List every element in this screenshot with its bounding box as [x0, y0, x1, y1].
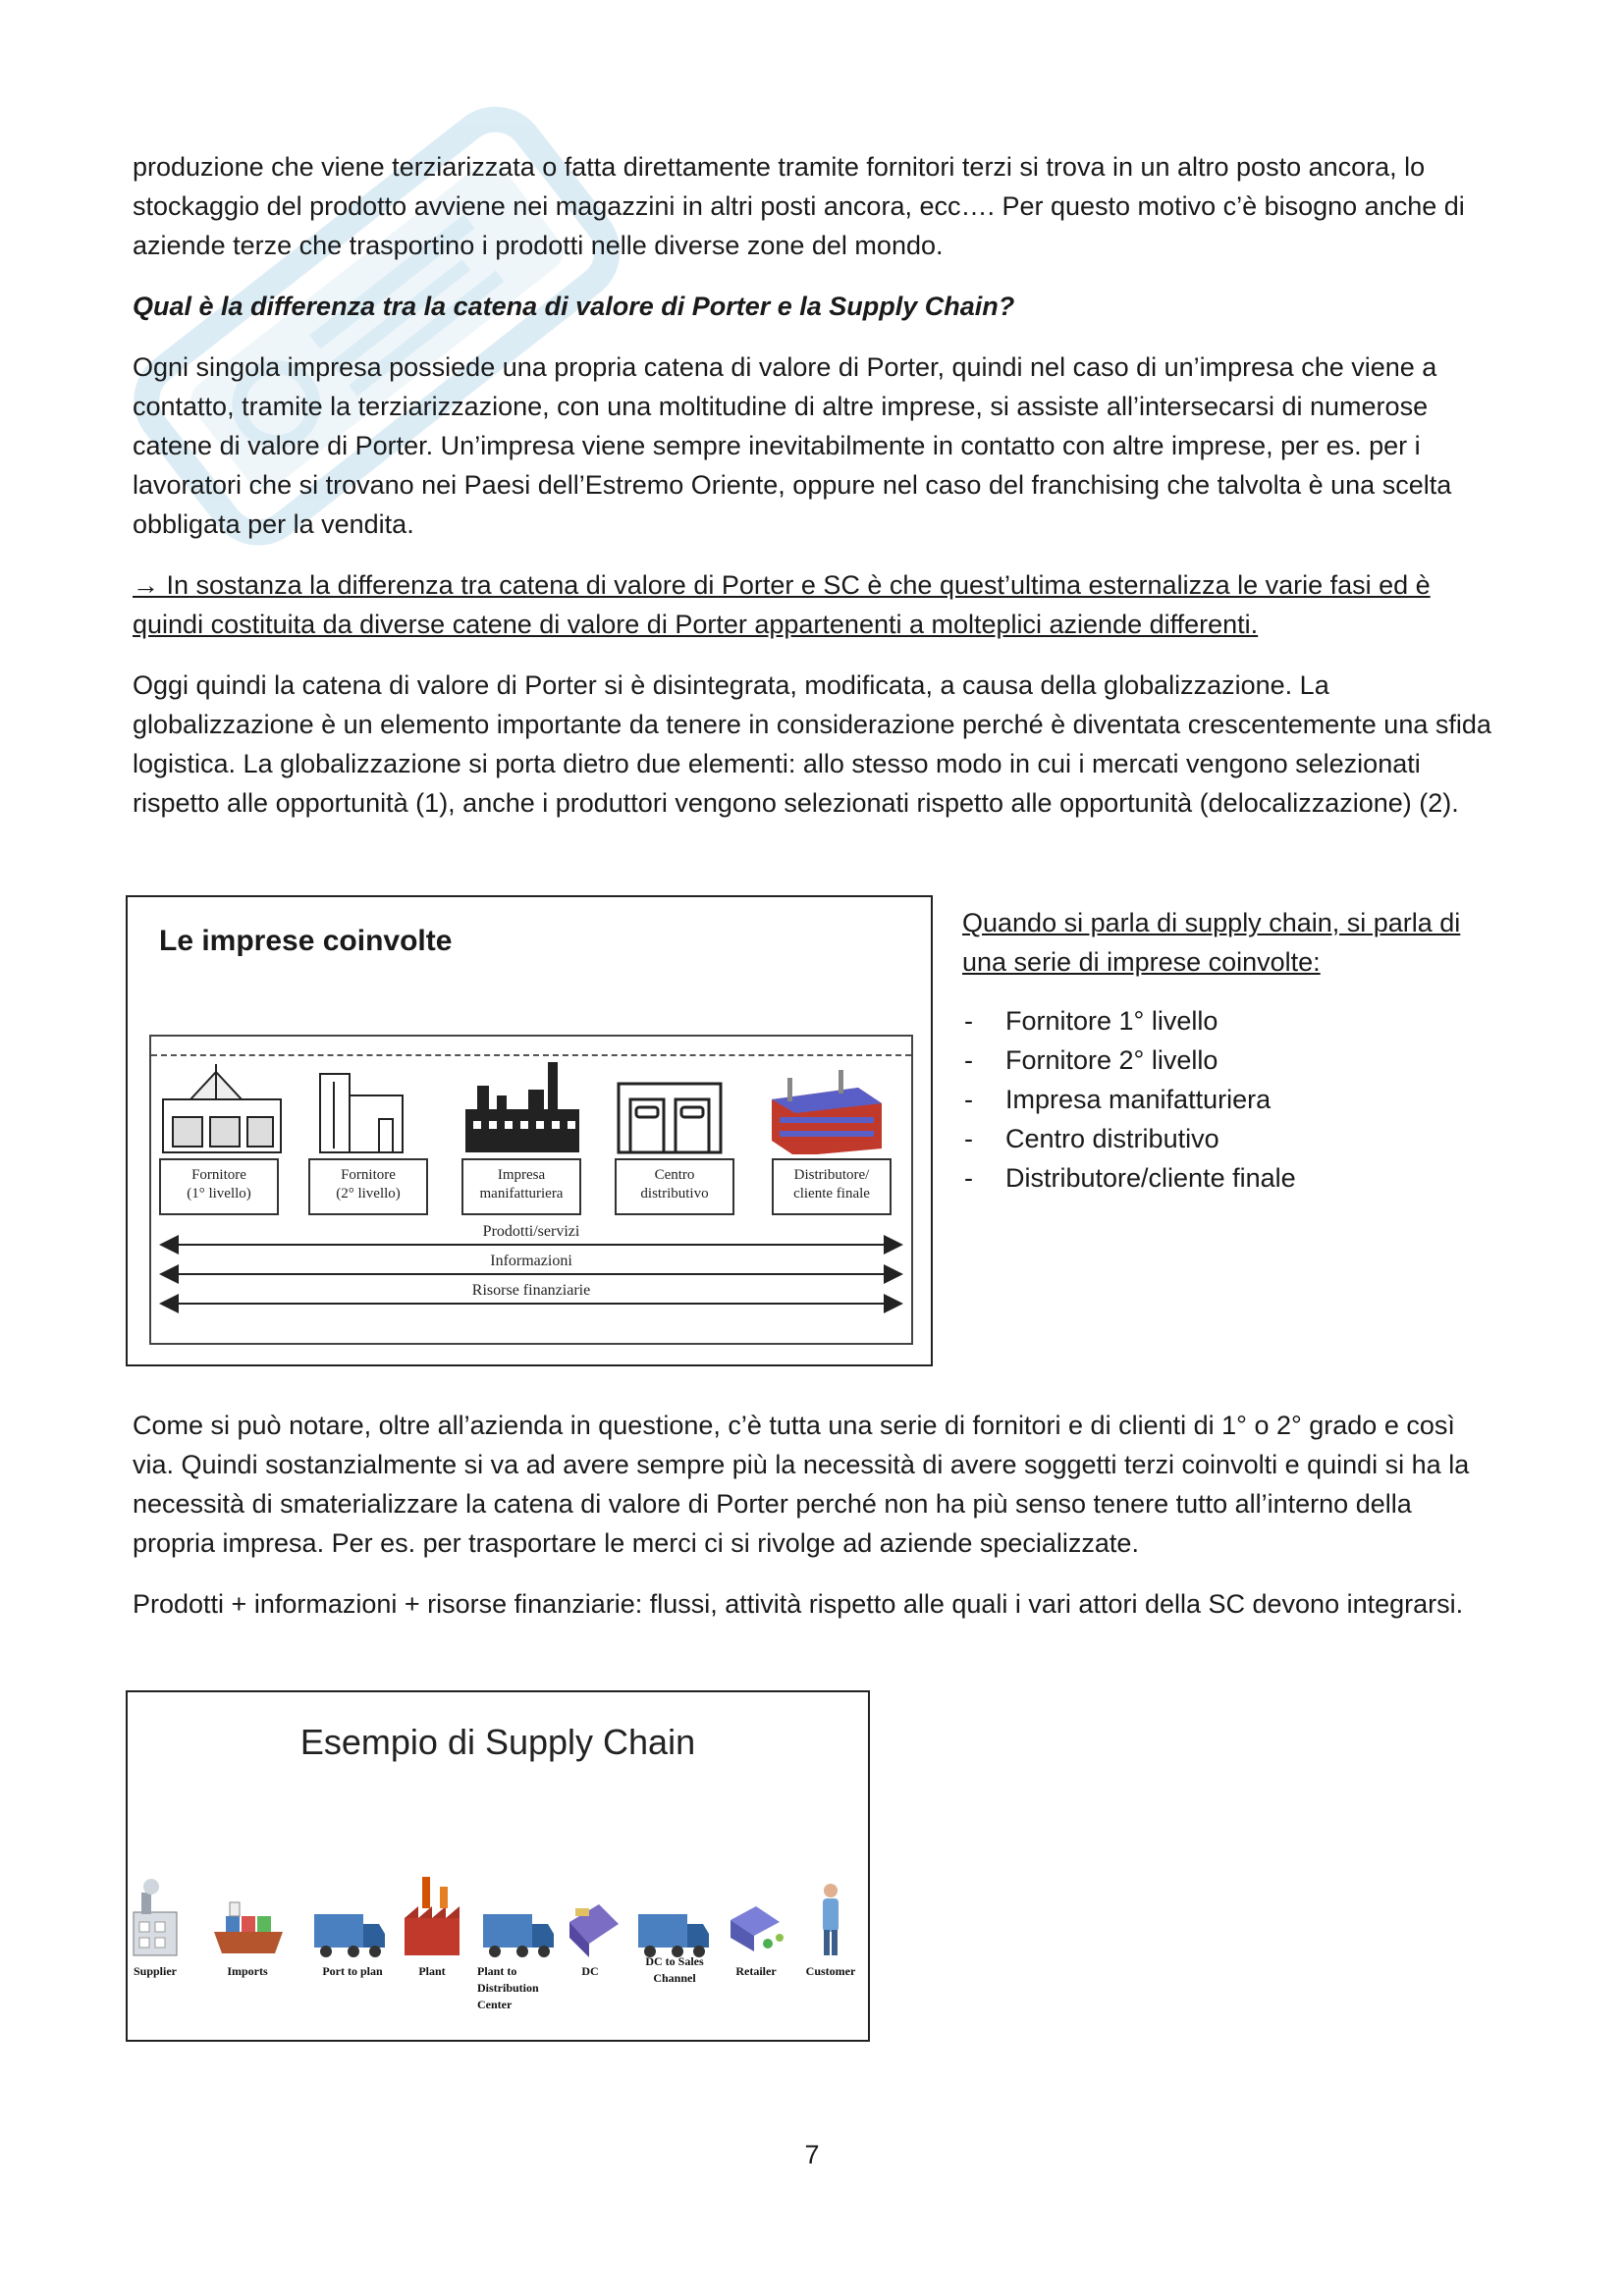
figure-inner-frame — [149, 1035, 913, 1345]
sc-label — [630, 1953, 719, 1987]
label-line: Channel — [653, 1971, 696, 1985]
label-line: Customer — [805, 1964, 856, 1978]
label-line: Retailer — [735, 1964, 777, 1978]
ship-icon — [214, 1902, 283, 1953]
label-line: Imports — [227, 1964, 268, 1978]
figure-title: Esempio di Supply Chain — [299, 1722, 696, 1762]
box-label: manifatturiera — [479, 1186, 564, 1201]
box-fornitore-2 — [308, 1158, 428, 1215]
flow-label: Risorse finanziarie — [471, 1282, 591, 1299]
box-impresa — [461, 1158, 581, 1215]
box-label: Impresa — [497, 1167, 546, 1183]
page-body-continued — [133, 1406, 1497, 1645]
factory-icon — [163, 1064, 281, 1152]
figure-title: Le imprese coinvolte — [159, 925, 453, 957]
label-line: Center — [477, 1998, 513, 2011]
box-label: (2° livello) — [336, 1186, 401, 1201]
sc-label — [128, 1963, 183, 1980]
sc-label — [308, 1963, 397, 1980]
label-line: DC — [581, 1964, 599, 1978]
truck-icon — [638, 1914, 709, 1957]
paragraph: produzione che viene terziarizzata o fatta direttamente tramite fornitori terzi si trova in un altro posto ancora, lo stockaggio del prodotto avviene nei magazzini in altri posti ancora, ecc…. Per questo motivo c’è bisogno anche di aziende terze che trasportino i prodotti nelle diverse zone del mondo. — [133, 152, 1465, 260]
summary-underlined: → In sostanza la differenza tra catena di valore di Porter e SC è che quest’ultima esternalizza le varie fasi ed è quindi costituita da diverse catene di valore di Porter appartenenti a molteplici aziende differenti. — [133, 570, 1431, 639]
box-label: distributivo — [640, 1186, 709, 1201]
sc-label — [564, 1963, 617, 1980]
list-item: - Fornitore 2° livello — [962, 1041, 1492, 1080]
box-label: Fornitore — [191, 1167, 246, 1183]
label-line: Plant — [418, 1964, 446, 1978]
box-label: cliente finale — [793, 1186, 870, 1201]
figure-esempio-supply-chain — [126, 1690, 870, 2042]
flow-label: Prodotti/servizi — [482, 1223, 580, 1240]
label-line: Plant to — [477, 1964, 517, 1978]
box-centro — [615, 1158, 734, 1215]
box-label: Centro — [654, 1167, 695, 1183]
paragraph: Ogni singola impresa possiede una propria catena di valore di Porter, quindi nel caso di un’impresa che viene a contatto, tramite la terziarizzazione, con una moltitudine di altre imprese, si assiste all’intersecarsi di numerose catene di valore di Porter. Un’impresa viene sempre inevitabilmente in contatto con altre imprese, per es. per i lavoratori che si trovano nei Paesi dell’Estremo Oriente, oppure nel caso del franchising che talvolta è una scelta obbligata per la vendita. — [133, 352, 1452, 539]
page-body — [133, 147, 1497, 844]
sc-label — [721, 1963, 791, 1980]
label-line: DC to Sales — [645, 1954, 704, 1968]
label-line: Distribution — [477, 1981, 539, 1995]
box-fornitore-1 — [159, 1158, 279, 1215]
flow-label: Informazioni — [490, 1253, 572, 1269]
sc-label — [403, 1963, 461, 1980]
paragraph: Come si può notare, oltre all’azienda in questione, c’è tutta una serie di fornitori e di clienti di 1° o 2° grado e così via. Quindi sostanzialmente si va ad avere sempre più la necessità di avere soggetti terzi coinvolti e quindi si ha la necessità di smaterializzare la catena di valore di Porter perché non ha più senso tenere tutto all’interno della propria impresa. Per es. per trasportare le merci ci si rivolge ad aziende specializzate. — [133, 1411, 1470, 1558]
label-line: Port to plan — [322, 1964, 383, 1978]
truck-icon — [483, 1914, 554, 1957]
building-icons — [151, 1060, 911, 1154]
truck-icon — [314, 1914, 385, 1957]
supplier-icon — [134, 1879, 177, 1955]
page-number: 7 — [804, 2140, 820, 2169]
paragraph: Prodotti + informazioni + risorse finanziarie: flussi, attività rispetto alle quali i vari attori della SC devono integrarsi. — [133, 1589, 1464, 1619]
retailer-icon — [731, 1906, 784, 1951]
sc-label — [795, 1963, 866, 1980]
imprese-list-block — [962, 903, 1492, 1198]
supply-chain-icons — [128, 1869, 868, 1961]
distribution-center-icon — [569, 1904, 619, 1957]
imprese-list — [962, 1001, 1492, 1198]
box-distributore — [772, 1158, 892, 1215]
box-label: Distributore/ — [793, 1167, 870, 1183]
divider — [151, 1054, 911, 1056]
box-label: Fornitore — [341, 1167, 396, 1183]
list-intro: Quando si parla di supply chain, si parla di una serie di imprese coinvolte: — [962, 908, 1461, 977]
retail-building-icon — [772, 1070, 882, 1154]
list-item: - Impresa manifatturiera — [962, 1080, 1492, 1119]
sc-label — [465, 1963, 568, 2013]
label-line: Supplier — [133, 1964, 177, 1978]
question-heading: Qual è la differenza tra la catena di valore di Porter e la Supply Chain? — [133, 292, 1015, 321]
list-item: - Centro distributivo — [962, 1119, 1492, 1158]
flow-arrows — [151, 1233, 911, 1321]
box-label: (1° livello) — [187, 1186, 251, 1201]
list-item: - Fornitore 1° livello — [962, 1001, 1492, 1041]
sc-label — [208, 1963, 287, 1980]
paragraph: Oggi quindi la catena di valore di Porter si è disintegrata, modificata, a causa della globalizzazione. La globalizzazione è un elemento importante da tenere in considerazione perché è diventata crescentemente una sfida logistica. La globalizzazione si porta dietro due elementi: allo stesso modo in cui i mercati vengono selezionati rispetto alle opportunità (1), anche i produttori vengono selezionati rispetto alle opportunità (delocalizzazione) (2). — [133, 670, 1491, 818]
plant-icon — [405, 1877, 460, 1955]
customer-icon — [823, 1884, 839, 1955]
list-item: - Distributore/cliente finale — [962, 1158, 1492, 1198]
plant-icon — [465, 1062, 579, 1152]
distribution-center-icon — [619, 1084, 721, 1152]
figure-imprese-coinvolte — [126, 895, 933, 1366]
warehouse-icon — [320, 1074, 403, 1152]
